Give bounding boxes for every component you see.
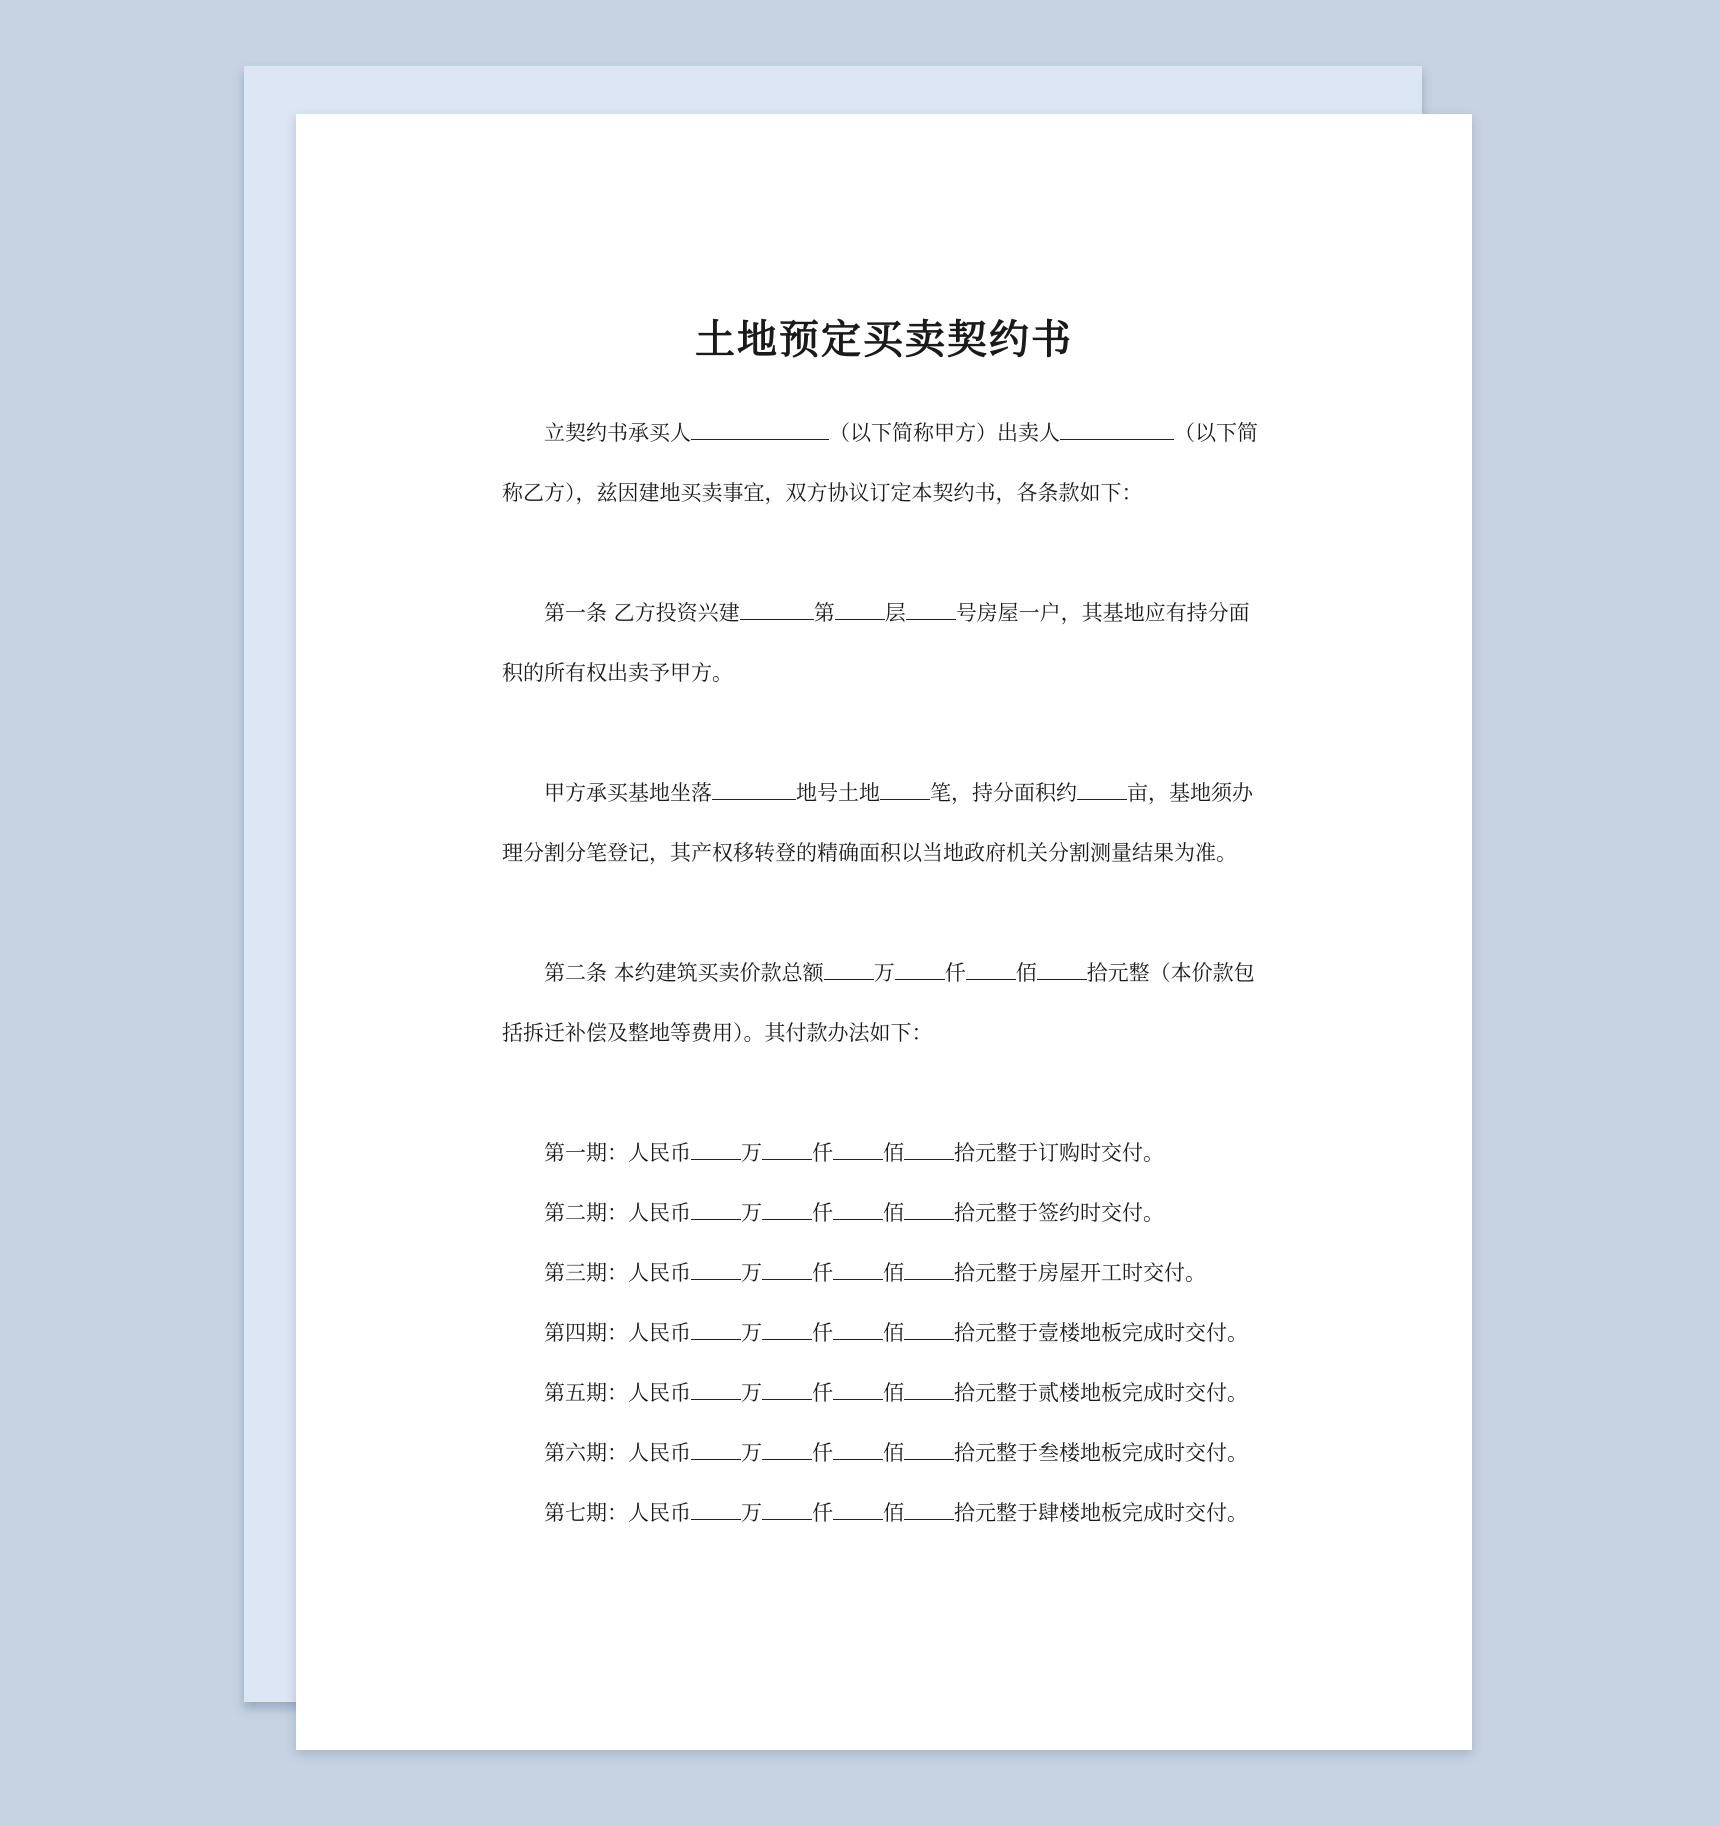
building-number-blank[interactable] <box>835 597 885 620</box>
amount-qian-blank[interactable] <box>762 1197 812 1220</box>
unit-label: 万 <box>741 1501 762 1525</box>
currency-label: 人民币 <box>628 1261 691 1285</box>
buyer-name-blank[interactable] <box>691 417 829 440</box>
article-1-text: 号房屋一户，其基地应有持分面 <box>955 601 1250 625</box>
amount-shi-blank[interactable] <box>904 1197 954 1220</box>
preamble-text: 立契约书承买人 <box>544 421 691 445</box>
installment-label: 第一期： <box>544 1141 628 1165</box>
unit-label: 万 <box>741 1381 762 1405</box>
installment-label: 第七期： <box>544 1501 628 1525</box>
unit-label: 佰 <box>883 1381 904 1405</box>
installment-tail: 拾元整于签约时交付。 <box>954 1201 1164 1225</box>
amount-qian-blank[interactable] <box>762 1257 812 1280</box>
amount-bai-blank[interactable] <box>833 1197 883 1220</box>
unit-label: 佰 <box>883 1501 904 1525</box>
installment-line <box>544 1257 1206 1289</box>
amount-qian-blank[interactable] <box>762 1497 812 1520</box>
unit-label: 仟 <box>812 1381 833 1405</box>
installment-line <box>544 1317 1248 1349</box>
amount-wan-blank[interactable] <box>691 1257 741 1280</box>
amount-shi-blank[interactable] <box>904 1137 954 1160</box>
installment-line <box>544 1497 1248 1529</box>
unit-label: 佰 <box>883 1141 904 1165</box>
installment-line <box>544 1437 1248 1469</box>
amount-shi-blank[interactable] <box>904 1377 954 1400</box>
amount-qian-blank[interactable] <box>762 1317 812 1340</box>
installment-tail: 拾元整于叁楼地板完成时交付。 <box>954 1441 1248 1465</box>
total-qian-blank[interactable] <box>895 957 945 980</box>
amount-qian-blank[interactable] <box>762 1437 812 1460</box>
installment-line <box>544 1197 1164 1229</box>
article-2-line-1 <box>544 957 1255 989</box>
currency-label: 人民币 <box>628 1141 691 1165</box>
article-1-text: 第一条 乙方投资兴建 <box>544 601 740 625</box>
article-2-line-2: 括拆迁补偿及整地等费用）。其付款办法如下： <box>502 1021 933 1045</box>
amount-shi-blank[interactable] <box>904 1437 954 1460</box>
article-2-text: 佰 <box>1015 961 1037 985</box>
unit-label: 仟 <box>812 1141 833 1165</box>
total-wan-blank[interactable] <box>824 957 874 980</box>
unit-label: 仟 <box>812 1501 833 1525</box>
unit-label: 万 <box>741 1261 762 1285</box>
unit-label: 万 <box>741 1441 762 1465</box>
amount-wan-blank[interactable] <box>691 1497 741 1520</box>
amount-bai-blank[interactable] <box>833 1257 883 1280</box>
article-2-text: 拾元整（本价款包 <box>1086 961 1255 985</box>
project-name-blank[interactable] <box>740 597 814 620</box>
unit-label: 仟 <box>812 1201 833 1225</box>
article-2-text: 第二条 本约建筑买卖价款总额 <box>544 961 824 985</box>
unit-label: 万 <box>741 1201 762 1225</box>
article-1-text: 层 <box>884 601 906 625</box>
amount-wan-blank[interactable] <box>691 1137 741 1160</box>
amount-bai-blank[interactable] <box>833 1377 883 1400</box>
land-clause-line-1 <box>544 777 1253 809</box>
unit-label: 仟 <box>812 1321 833 1345</box>
installment-tail: 拾元整于贰楼地板完成时交付。 <box>954 1381 1248 1405</box>
currency-label: 人民币 <box>628 1441 691 1465</box>
amount-qian-blank[interactable] <box>762 1137 812 1160</box>
installment-line <box>544 1377 1248 1409</box>
amount-shi-blank[interactable] <box>904 1257 954 1280</box>
installment-label: 第五期： <box>544 1381 628 1405</box>
document-page <box>296 114 1472 1750</box>
installment-tail: 拾元整于肆楼地板完成时交付。 <box>954 1501 1248 1525</box>
installment-tail: 拾元整于壹楼地板完成时交付。 <box>954 1321 1248 1345</box>
land-clause-text: 笔，持分面积约 <box>930 781 1077 805</box>
unit-label: 佰 <box>883 1321 904 1345</box>
document-title: 土地预定买卖契约书 <box>695 317 1073 363</box>
total-shi-blank[interactable] <box>1037 957 1087 980</box>
installment-tail: 拾元整于订购时交付。 <box>954 1141 1164 1165</box>
amount-wan-blank[interactable] <box>691 1437 741 1460</box>
floor-number-blank[interactable] <box>906 597 956 620</box>
land-location-blank[interactable] <box>712 777 796 800</box>
amount-bai-blank[interactable] <box>833 1137 883 1160</box>
currency-label: 人民币 <box>628 1501 691 1525</box>
currency-label: 人民币 <box>628 1321 691 1345</box>
amount-bai-blank[interactable] <box>833 1497 883 1520</box>
unit-label: 佰 <box>883 1261 904 1285</box>
installment-tail: 拾元整于房屋开工时交付。 <box>954 1261 1206 1285</box>
preamble-line-2: 称乙方），兹因建地买卖事宜，双方协议订定本契约书，各条款如下： <box>502 481 1143 505</box>
land-clause-text: 地号土地 <box>796 781 880 805</box>
amount-shi-blank[interactable] <box>904 1497 954 1520</box>
land-clause-text: 甲方承买基地坐落 <box>544 781 712 805</box>
seller-name-blank[interactable] <box>1060 417 1174 440</box>
unit-label: 佰 <box>883 1201 904 1225</box>
unit-label: 仟 <box>812 1261 833 1285</box>
unit-label: 仟 <box>812 1441 833 1465</box>
installment-label: 第四期： <box>544 1321 628 1345</box>
amount-wan-blank[interactable] <box>691 1197 741 1220</box>
currency-label: 人民币 <box>628 1381 691 1405</box>
land-clause-line-2: 理分割分笔登记，其产权移转登的精确面积以当地政府机关分割测量结果为准。 <box>502 841 1237 865</box>
preamble-line-1 <box>544 417 1258 449</box>
article-1-line-2: 积的所有权出卖予甲方。 <box>502 661 733 685</box>
article-2-text: 万 <box>873 961 895 985</box>
amount-bai-blank[interactable] <box>833 1437 883 1460</box>
unit-label: 万 <box>741 1321 762 1345</box>
article-1-text: 第 <box>813 601 835 625</box>
total-bai-blank[interactable] <box>966 957 1016 980</box>
article-1-line-1 <box>544 597 1250 629</box>
land-clause-text: 亩，基地须办 <box>1127 781 1253 805</box>
unit-label: 万 <box>741 1141 762 1165</box>
amount-qian-blank[interactable] <box>762 1377 812 1400</box>
unit-label: 佰 <box>883 1441 904 1465</box>
installment-label: 第三期： <box>544 1261 628 1285</box>
amount-shi-blank[interactable] <box>904 1317 954 1340</box>
amount-wan-blank[interactable] <box>691 1377 741 1400</box>
parcel-count-blank[interactable] <box>880 777 930 800</box>
currency-label: 人民币 <box>628 1201 691 1225</box>
installment-line <box>544 1137 1164 1169</box>
amount-wan-blank[interactable] <box>691 1317 741 1340</box>
amount-bai-blank[interactable] <box>833 1317 883 1340</box>
preamble-text: （以下简 <box>1174 421 1258 445</box>
area-blank[interactable] <box>1077 777 1127 800</box>
preamble-text: （以下简称甲方）出卖人 <box>829 421 1060 445</box>
installment-label: 第六期： <box>544 1441 628 1465</box>
article-2-text: 仟 <box>944 961 966 985</box>
installment-label: 第二期： <box>544 1201 628 1225</box>
